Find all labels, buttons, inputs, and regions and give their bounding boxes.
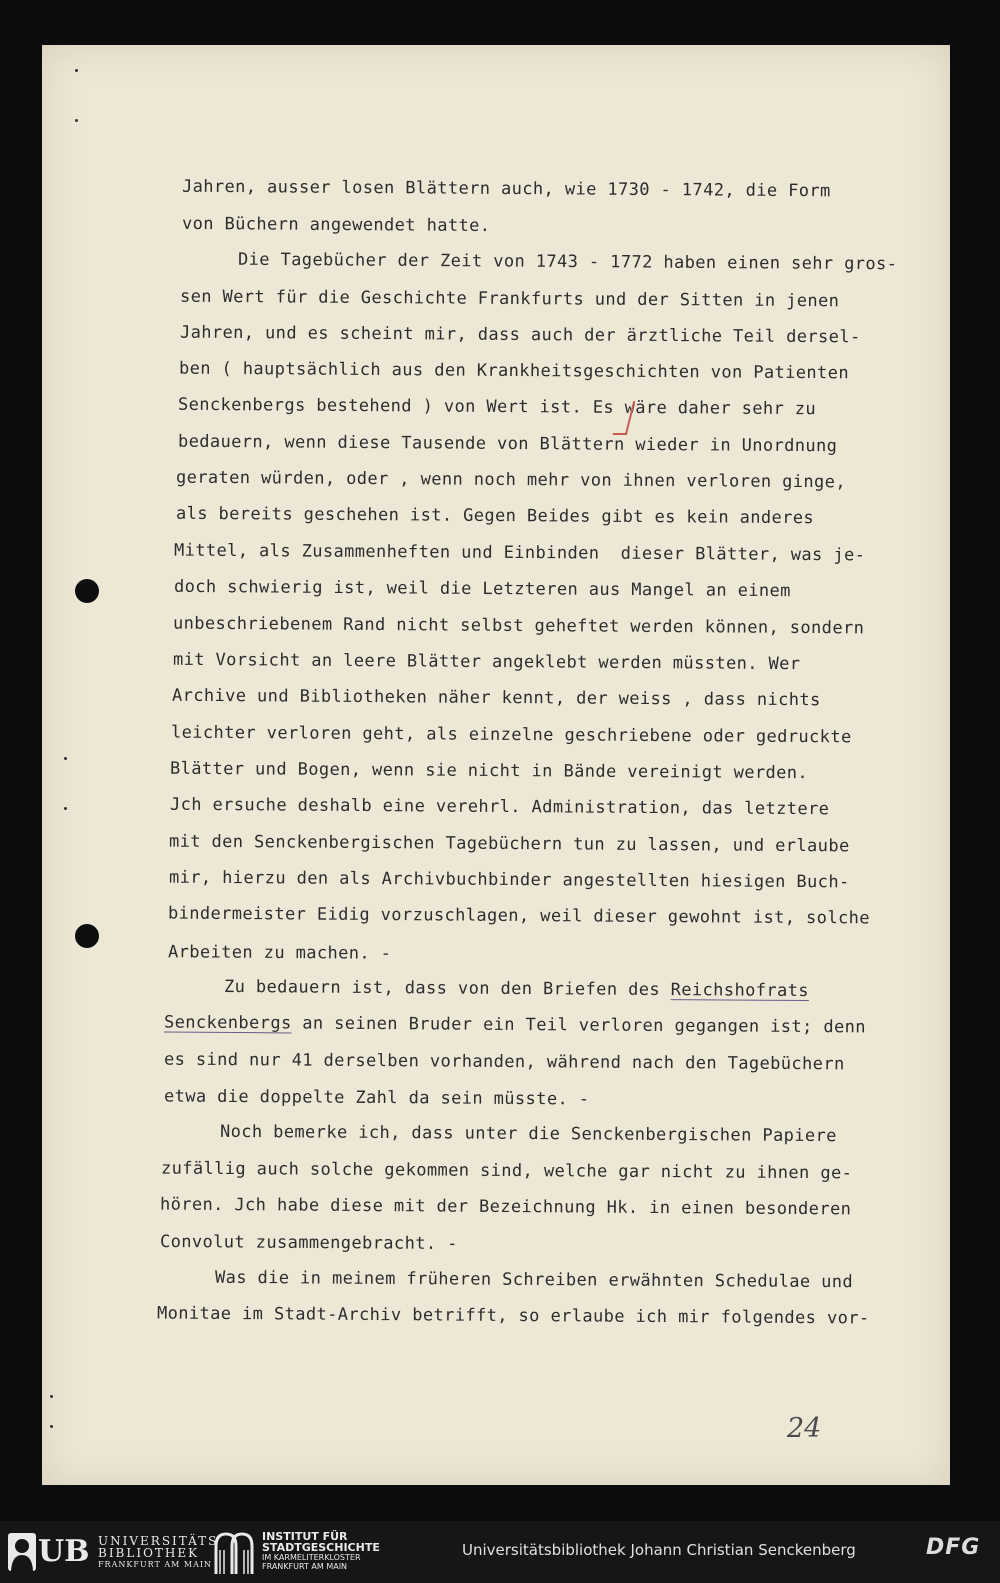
ifs-line-2: STADTGESCHICHTE bbox=[262, 1541, 380, 1554]
text-line: Noch bemerke ich, dass unter die Senckenbergischen Papiere bbox=[219, 1121, 837, 1147]
paper-speck bbox=[50, 1395, 53, 1398]
text-line: sen Wert für die Geschichte Frankfurts und der Sitten in jenen bbox=[179, 286, 840, 312]
paper-speck bbox=[50, 1425, 53, 1428]
text-line: als bereits geschehen ist. Gegen Beides gibt es kein anderes bbox=[175, 503, 815, 529]
ub-line-1: UNIVERSITÄTS bbox=[98, 1534, 219, 1548]
senckenberg-portrait-icon bbox=[8, 1533, 36, 1571]
paper-speck bbox=[64, 807, 67, 810]
library-credit: Universitätsbibliothek Johann Christian Senckenberg bbox=[462, 1541, 856, 1559]
text-line: mir, hierzu den als Archivbuchbinder angestellten hiesigen Buch- bbox=[168, 867, 850, 893]
text-line: Was die in meinem früheren Schreiben erwähnten Schedulae und bbox=[214, 1267, 854, 1293]
page-number: 24 bbox=[787, 1413, 822, 1444]
text-line-with-underline: Zu bedauern ist, dass von den Briefen des Reichshofrats bbox=[223, 976, 810, 1002]
text-line: Jahren, und es scheint mir, dass auch der ärztliche Teil dersel- bbox=[179, 322, 861, 348]
text-line: mit Vorsicht an leere Blätter angeklebt werden müssten. Wer bbox=[172, 649, 801, 675]
text-line: zufällig auch solche gekommen sind, welche gar nicht zu ihnen ge- bbox=[160, 1158, 853, 1184]
text-line: unbeschriebenem Rand nicht selbst geheftet werden können, sondern bbox=[172, 613, 865, 639]
ub-logo bbox=[8, 1533, 92, 1571]
text-line-with-underline: Senckenbergs an seinen Bruder ein Teil verloren gegangen ist; denn bbox=[163, 1012, 866, 1038]
text-line: doch schwierig ist, weil die Letzteren aus Mangel an einem bbox=[173, 576, 791, 602]
text-line: bedauern, wenn diese Tausende von Blättern wieder in Unordnung bbox=[177, 431, 838, 457]
ub-line-2: BIBLIOTHEK bbox=[98, 1546, 200, 1560]
text-line: Archive und Bibliotheken näher kennt, der weiss , dass nichts bbox=[171, 685, 821, 711]
institute-wordmark bbox=[262, 1531, 380, 1571]
ifs-line-3: IM KARMELITERKLOSTER bbox=[262, 1553, 361, 1562]
text-line: ben ( hauptsächlich aus den Krankheitsgeschichten von Patienten bbox=[178, 358, 850, 384]
punch-hole bbox=[75, 924, 99, 948]
ifs-line-1: INSTITUT FÜR bbox=[262, 1530, 348, 1543]
underlined-word: Reichshofrats bbox=[670, 980, 810, 1002]
document-page bbox=[42, 45, 950, 1485]
ub-wordmark bbox=[98, 1535, 218, 1571]
ub-line-3: FRANKFURT AM MAIN bbox=[98, 1560, 213, 1569]
text-line: Convolut zusammengebracht. - bbox=[159, 1231, 458, 1255]
paper-speck bbox=[75, 119, 78, 122]
text-line: es sind nur 41 derselben vorhanden, während nach den Tagebüchern bbox=[163, 1049, 845, 1075]
text-line: Jahren, ausser losen Blättern auch, wie 1730 - 1742, die Form bbox=[181, 176, 831, 202]
text-line: Senckenbergs bestehend ) von Wert ist. Es wäre daher sehr zu bbox=[177, 394, 817, 420]
paper-speck bbox=[64, 757, 67, 760]
text-line: Die Tagebücher der Zeit von 1743 - 1772 haben einen sehr gros- bbox=[237, 249, 898, 275]
text-line: von Büchern angewendet hatte. bbox=[181, 213, 491, 237]
text-line: etwa die doppelte Zahl da sein müsste. - bbox=[163, 1086, 590, 1110]
text-line: Monitae im Stadt-Archiv betrifft, so erlaube ich mir folgendes vor- bbox=[156, 1303, 870, 1329]
ub-badge-letters: UB bbox=[38, 1534, 90, 1569]
portrait-silhouette-icon bbox=[8, 1533, 36, 1571]
text-line: Jch ersuche deshalb eine verehrl. Administration, das letztere bbox=[169, 794, 830, 820]
text-line: leichter verloren geht, als einzelne geschriebene oder gedruckte bbox=[170, 722, 852, 748]
text-line: Mittel, als Zusammenheften und Einbinden dieser Blätter, was je- bbox=[173, 540, 866, 566]
text-line: geraten würden, oder , wenn noch mehr von ihnen verloren ginge, bbox=[175, 467, 847, 493]
text-line: hören. Jch habe diese mit der Bezeichnung Hk. in einen besonderen bbox=[159, 1194, 852, 1220]
dfg-logo: DFG bbox=[926, 1535, 981, 1560]
institute-arches-icon bbox=[214, 1530, 254, 1574]
text-line: Blätter und Bogen, wenn sie nicht in Bände vereinigt werden. bbox=[169, 758, 809, 784]
text-line: Arbeiten zu machen. - bbox=[167, 942, 392, 964]
footer-bar bbox=[0, 1521, 1000, 1583]
underlined-word: Senckenbergs bbox=[163, 1012, 292, 1034]
ifs-line-4: FRANKFURT AM MAIN bbox=[262, 1562, 348, 1571]
text-line: mit den Senckenbergischen Tagebüchern tun zu lassen, und erlaube bbox=[168, 831, 850, 857]
paper-speck bbox=[75, 69, 78, 72]
text-line: bindermeister Eidig vorzuschlagen, weil dieser gewohnt ist, solche bbox=[167, 903, 870, 929]
punch-hole bbox=[75, 579, 99, 603]
